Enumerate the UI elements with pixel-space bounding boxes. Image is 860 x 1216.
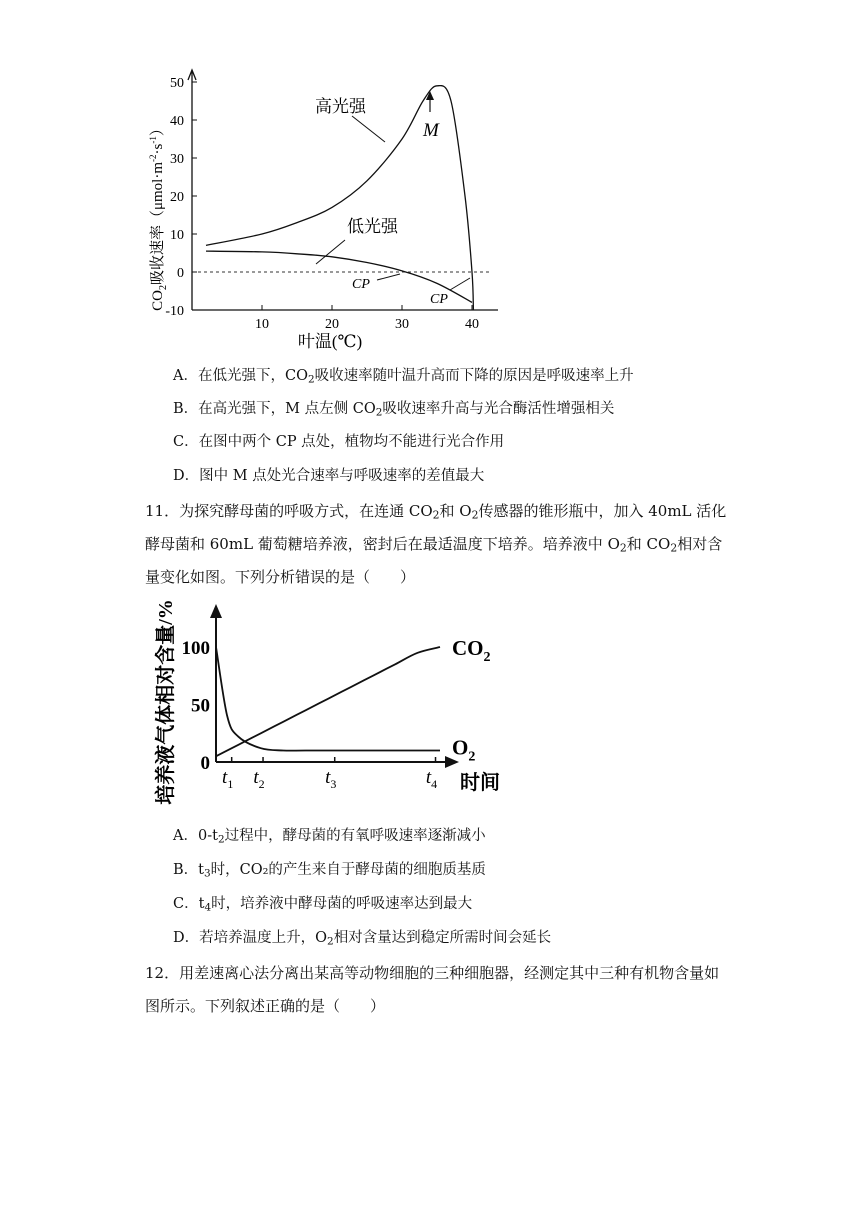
chart1-x-tick-label: 40 — [465, 317, 479, 332]
leaf-temperature-chart — [140, 60, 520, 360]
q10-option-c[interactable]: C．在图中两个 CP 点处，植物均不能进行光合作用 — [173, 434, 505, 450]
chart1-y-tick-label: 20 — [170, 190, 184, 205]
chart1-m-label: M — [423, 120, 439, 141]
q12-stem-line1: 12．用差速离心法分离出某高等动物细胞的三种细胞器，经测定其中三种有机物含量如 — [145, 964, 720, 982]
chart2-series-co2 — [216, 647, 440, 756]
chart1-cp-leader — [450, 278, 470, 290]
q11-stem-line1: 11．为探究酵母菌的呼吸方式，在连通 $CO_2$和 $O_2$传感器的锥形瓶中，加入 40mL 活化 — [145, 502, 727, 522]
chart2-y-tick-label: 50 — [191, 695, 210, 717]
chart1-label-high-light: 高光强 — [315, 97, 366, 116]
chart1-xlabel: 叶温(℃) — [297, 332, 363, 351]
q10-option-a[interactable]: A．在低光强下，$CO_2$吸收速率随叶温升高而下降的原因是呼吸速率上升 — [173, 368, 634, 386]
chart1-ylabel: $CO_2$吸收速率$(\mu mol\cdot m^{-2}\cdot s^{-1})$ — [148, 121, 169, 311]
chart1-cp-label: CP — [352, 277, 370, 292]
q11-option-c[interactable]: C．$t_4$时，培养液中酵母菌的呼吸速率达到最大 — [173, 896, 473, 914]
chart2-y-tick-label: 100 — [181, 638, 210, 659]
chart2-series-label: $CO_2$ — [452, 636, 491, 665]
chart1-cp-leader — [377, 274, 400, 280]
chart1-y-tick-label: 0 — [177, 266, 184, 281]
chart2-y-arrow — [210, 604, 222, 618]
q11-option-d[interactable]: D．若培养温度上升，$O_2$相对含量达到稳定所需时间会延长 — [173, 930, 552, 948]
q10-option-b[interactable]: B．在高光强下，M 点左侧 $CO_2$吸收速率升高与光合酶活性增强相关 — [173, 401, 615, 419]
q11-option-b[interactable]: B．$t_3$时，CO₂的产生来自于酵母菌的细胞质基质 — [173, 862, 486, 880]
chart2-series-label: $O_2$ — [452, 735, 476, 765]
chart2-x-tick-label: $t_2$ — [253, 767, 265, 791]
chart2-x-tick-label: $t_1$ — [222, 767, 234, 791]
q10-option-d[interactable]: D．图中 M 点处光合速率与呼吸速率的差值最大 — [173, 468, 485, 484]
q11-stem-line2: 酵母菌和 60mL 葡萄糖培养液，密封后在最适温度下培养。培养液中 $O_2$和 $CO_2$相对含 — [145, 535, 723, 555]
q11-option-a[interactable]: A．$0-t_2$过程中，酵母菌的有氧呼吸速率逐渐减小 — [173, 828, 486, 846]
chart1-y-tick-label: 30 — [170, 152, 184, 167]
chart1-y-tick-label: 40 — [170, 114, 184, 129]
chart1-x-tick-label: 30 — [395, 317, 409, 332]
q11-stem-line3: 量变化如图。下列分析错误的是（ ） — [145, 568, 416, 586]
yeast-gas-chart — [150, 592, 520, 814]
chart2-y-tick-label: 0 — [200, 753, 210, 774]
q12-stem-line2: 图所示。下列叙述正确的是（ ） — [145, 997, 386, 1015]
chart1-leader-low-light — [316, 240, 345, 264]
chart1-x-tick-label: 20 — [325, 317, 339, 332]
chart2-x-tick-label: $t_3$ — [325, 767, 337, 791]
chart1-cp-label: CP — [430, 292, 448, 307]
chart1-leader-high-light — [352, 116, 385, 142]
chart1-label-low-light: 低光强 — [347, 217, 398, 236]
chart1-y-tick-label: 10 — [170, 228, 184, 243]
chart2-x-tick-label: $t_4$ — [425, 767, 438, 791]
chart1-y-tick-label: 50 — [170, 76, 184, 91]
chart1-y-tick-label: -10 — [165, 304, 184, 319]
chart2-ylabel: 培养液气体相对含量/% — [155, 599, 177, 805]
chart2-xlabel: 时间 — [460, 772, 500, 794]
chart1-x-tick-label: 10 — [255, 317, 269, 332]
